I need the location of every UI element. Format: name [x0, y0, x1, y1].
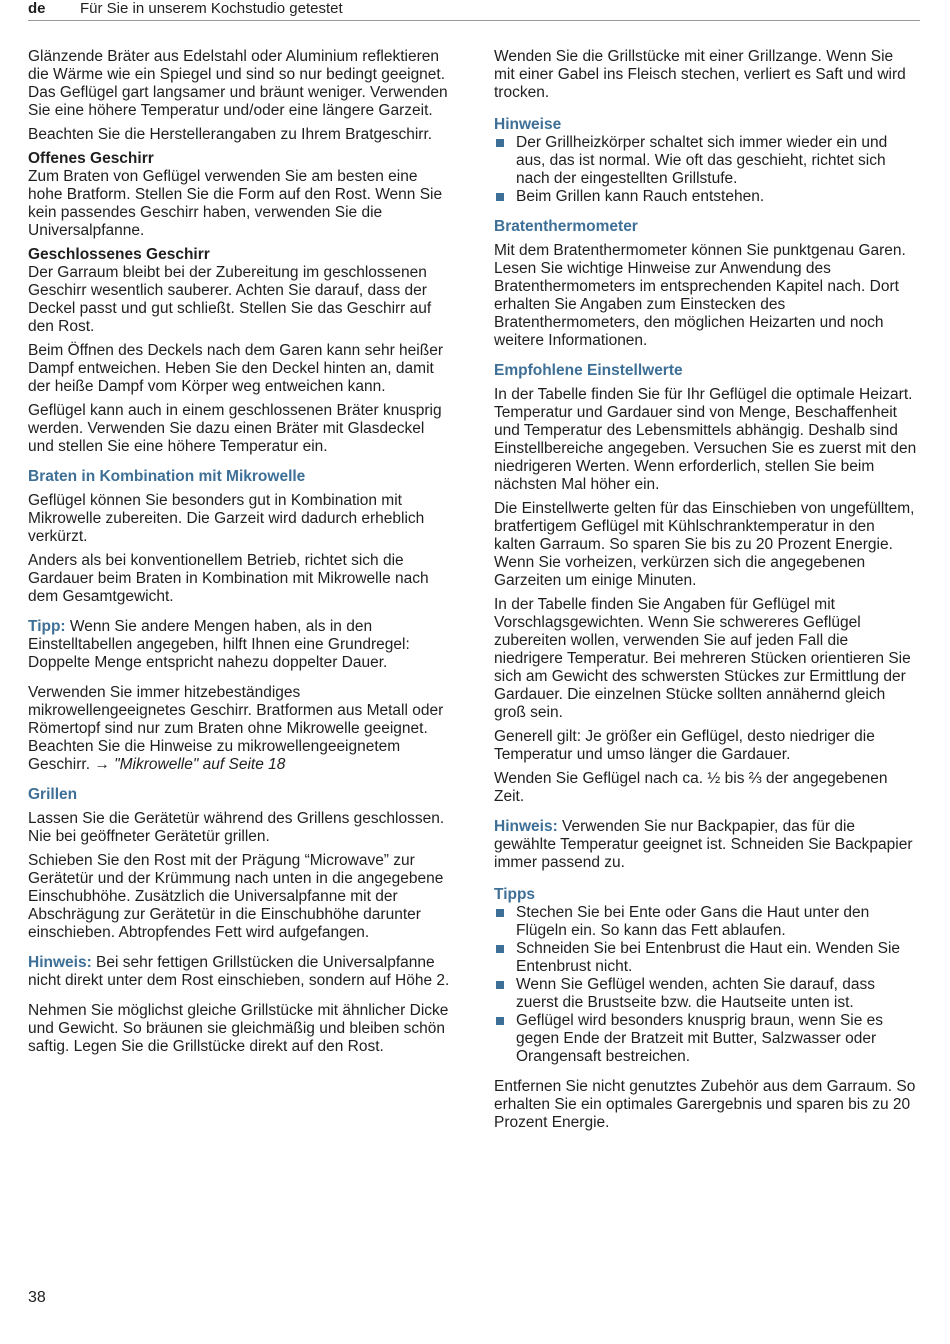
bullet-square-icon — [496, 945, 504, 953]
paragraph: Geflügel kann auch in einem geschlossenen Bräter knusprig werden. Verwenden Sie dazu einen Bräter mit Glasdeckel und stellen Sie eine höhere Temperatur ein. — [28, 402, 442, 455]
paragraph: Mit dem Bratenthermometer können Sie punktgenau Garen. Lesen Sie wichtige Hinweise zur Anwendung des Bratenthermometers im entsprechenden Kapitel nach. Dort erhalten Sie Angaben zum Einstecken des Bratenthermometers, den möglichen Heizarten und noch weitere Informationen. — [494, 242, 906, 349]
hint-label: Hinweis: — [494, 818, 558, 835]
list-item — [494, 940, 918, 976]
paragraph: Entfernen Sie nicht genutztes Zubehör aus dem Garraum. So erhalten Sie ein optimales Garergebnis und sparen bis zu 20 Prozent Energie. — [494, 1078, 916, 1131]
list-item-text: Beim Grillen kann Rauch entstehen. — [516, 188, 765, 205]
list-item-text: Wenn Sie Geflügel wenden, achten Sie darauf, dass zuerst die Brustseite bzw. die Hautseite unten ist. — [516, 976, 876, 1011]
paragraph: Geflügel können Sie besonders gut in Kombination mit Mikrowelle zubereiten. Die Garzeit wird dadurch erheblich verkürzt. — [28, 492, 425, 545]
hint-text: Verwenden Sie nur Backpapier, das für die gewählte Temperatur geeignet ist. Schneiden Sie Backpapier immer passend zu. — [494, 818, 913, 871]
arrow-right-icon: → — [94, 756, 110, 773]
hint-text: Bei sehr fettigen Grillstücken die Universalpfanne nicht direkt unter dem Rost einschieben, sondern auf Höhe 2. — [28, 954, 450, 989]
paragraph: Wenden Sie die Grillstücke mit einer Grillzange. Wenn Sie mit einer Gabel ins Fleisch stechen, verliert es Saft und wird trocken. — [494, 48, 906, 101]
hint-note — [494, 818, 918, 872]
paragraph: In der Tabelle finden Sie Angaben für Geflügel mit Vorschlagsgewichten. Wenn Sie schwereres Geflügel zubereiten wollen, verwenden Sie auf jeden Fall die niedrigere Temperatur. Bei mehreren Stücken orientieren Sie sich am Gewicht des schwersten Stückes zur Ermittlung der Gardauer. Die einzelnen Stücke sollten annähernd gleich groß sein. — [494, 596, 911, 721]
paragraph: Zum Braten von Geflügel verwenden Sie am besten eine hohe Bratform. Stellen Sie die Form auf den Rost. Wenn Sie kein passendes Geschirr haben, verwenden Sie die Universalpfanne. — [28, 168, 443, 239]
list-item-text: Der Grillheizkörper schaltet sich immer wieder ein und aus, das ist normal. Wie oft das geschieht, richtet sich nach der eingestellten Grillstufe. — [516, 134, 888, 187]
paragraph: In der Tabelle finden Sie für Ihr Geflügel die optimale Heizart. Temperatur und Gardauer sind von Menge, Beschaffenheit und Temperatur des Lebensmittels abhängig. Deshalb sind Einstellbereiche angegeben. Versuchen Sie es zuerst mit den niedrigeren Werten. Wenn erforderlich, stellen Sie beim nächsten Mal höher ein. — [494, 386, 917, 493]
paragraph-text: Verwenden Sie immer hitzebeständiges mikrowellengeeignetes Geschirr. Bratformen aus Metall oder Römertopf sind nur zum Braten ohne Mikrowelle geeignet. Beachten Sie die Hinweise zu mikrowellengeeignetem Geschirr. — [28, 684, 444, 773]
section-heading-einstellwerte: Empfohlene Einstellwerte — [494, 362, 683, 379]
tip-label: Tipp: — [28, 618, 66, 635]
tip-text: Wenn Sie andere Mengen haben, als in den Einstelltabellen angegeben, hilft Ihnen eine Grundregel: Doppelte Menge entspricht nahezu doppelter Dauer. — [28, 618, 410, 671]
paragraph: Anders als bei konventionellem Betrieb, richtet sich die Gardauer beim Braten in Kombination mit Mikrowelle nach dem Gesamtgewicht. — [28, 552, 429, 605]
language-code: de — [28, 0, 46, 17]
list-item-text: Geflügel wird besonders knusprig braun, wenn Sie es gegen Ende der Bratzeit mit Butter, Salzwasser oder Orangensaft bestreichen. — [516, 1012, 884, 1065]
section-heading-mikrowelle: Braten in Kombination mit Mikrowelle — [28, 468, 306, 485]
list-item — [494, 1012, 918, 1066]
hint-note — [28, 954, 450, 990]
section-heading-tipps: Tipps — [494, 886, 536, 903]
page-header — [28, 0, 928, 20]
paragraph: Beachten Sie die Herstellerangaben zu Ihrem Bratgeschirr. — [28, 126, 433, 143]
left-column — [28, 48, 450, 1062]
paragraph: Wenden Sie Geflügel nach ca. ½ bis ⅔ der angegebenen Zeit. — [494, 770, 888, 805]
bullet-square-icon — [496, 193, 504, 201]
list-item — [494, 188, 918, 206]
list-item — [494, 904, 918, 940]
list-item-text: Stechen Sie bei Ente oder Gans die Haut unter den Flügeln ein. So kann das Fett ablaufen. — [516, 904, 870, 939]
hinweise-list — [494, 134, 918, 206]
tipps-list — [494, 904, 918, 1066]
subheading-offenes-geschirr: Offenes Geschirr — [28, 150, 154, 167]
chapter-title: Für Sie in unserem Kochstudio getestet — [80, 0, 343, 17]
bullet-square-icon — [496, 909, 504, 917]
paragraph: Lassen Sie die Gerätetür während des Grillens geschlossen. Nie bei geöffneter Gerätetür grillen. — [28, 810, 445, 845]
list-item-text: Schneiden Sie bei Entenbrust die Haut ein. Wenden Sie Entenbrust nicht. — [516, 940, 901, 975]
paragraph — [28, 684, 450, 774]
hint-label: Hinweis: — [28, 954, 92, 971]
paragraph: Generell gilt: Je größer ein Geflügel, desto niedriger die Temperatur und umso länger die Gardauer. — [494, 728, 875, 763]
header-divider — [28, 20, 920, 21]
bullet-square-icon — [496, 139, 504, 147]
bullet-square-icon — [496, 1017, 504, 1025]
subheading-geschlossenes-geschirr: Geschlossenes Geschirr — [28, 246, 210, 263]
paragraph: Nehmen Sie möglichst gleiche Grillstücke mit ähnlicher Dicke und Gewicht. So bräunen sie gleichmäßig und bleiben schön saftig. Legen Sie die Grillstücke direkt auf den Rost. — [28, 1002, 449, 1055]
paragraph: Der Garraum bleibt bei der Zubereitung im geschlossenen Geschirr wesentlich sauberer. Achten Sie darauf, dass der Deckel passt und gut schließt. Stellen Sie das Geschirr auf den Rost. — [28, 264, 432, 335]
section-heading-bratenthermometer: Bratenthermometer — [494, 218, 638, 235]
list-item — [494, 134, 918, 188]
cross-reference-link[interactable]: "Mikrowelle" auf Seite 18 — [109, 756, 286, 773]
section-heading-grillen: Grillen — [28, 786, 78, 803]
bullet-square-icon — [496, 981, 504, 989]
right-column — [494, 48, 918, 1138]
list-item — [494, 976, 918, 1012]
section-heading-hinweise: Hinweise — [494, 116, 562, 133]
paragraph: Schieben Sie den Rost mit der Prägung “Microwave” zur Gerätetür und der Krümmung nach unten in die angegebene Einschubhöhe. Zusätzlich die Universalpfanne mit der Abschrägung zur Gerätetür in die Einschubhöhe darunter einschieben. Abtropfendes Fett wird aufgefangen. — [28, 852, 444, 941]
page-number: 38 — [28, 1289, 46, 1306]
paragraph: Beim Öffnen des Deckels nach dem Garen kann sehr heißer Dampf entweichen. Heben Sie den Deckel hinten an, damit der heiße Dampf vom Körper weg entweichen kann. — [28, 342, 443, 395]
paragraph: Die Einstellwerte gelten für das Einschieben von ungefülltem, bratfertigem Geflügel mit Kühlschranktemperatur in den kalten Garraum. So sparen Sie bis zu 20 Prozent Energie. Wenn Sie vorheizen, verkürzen sich die angegebenen Garzeiten um einige Minuten. — [494, 500, 915, 589]
tip-note — [28, 618, 450, 672]
paragraph: Glänzende Bräter aus Edelstahl oder Aluminium reflektieren die Wärme wie ein Spiegel und sind so nur bedingt geeignet. Das Geflügel gart langsamer und bräunt weniger. Verwenden Sie eine höhere Temperatur und/oder eine längere Garzeit. — [28, 48, 448, 119]
